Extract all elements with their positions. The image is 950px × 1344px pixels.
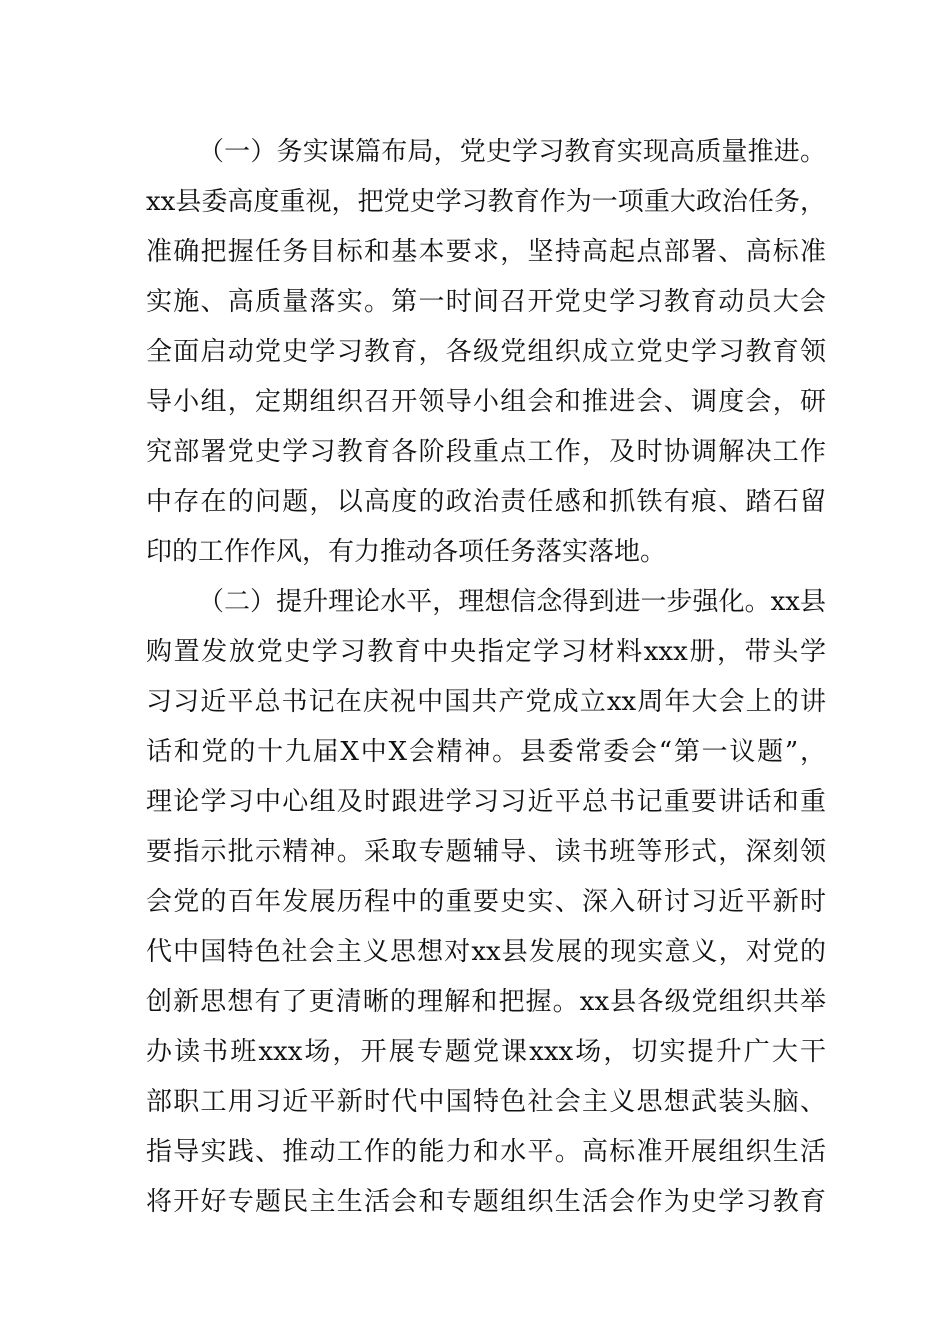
paragraph-line: 理论学习中心组及时跟进学习习近平总书记重要讲话和重: [146, 787, 826, 817]
paragraph-line: 准确把握任务目标和基本要求，坚持高起点部署、高标准: [146, 237, 826, 267]
paragraph-line: 究部署党史学习教育各阶段重点工作，及时协调解决工作: [146, 437, 826, 467]
paragraph-line: 习习近平总书记在庆祝中国共产党成立xx周年大会上的讲: [146, 687, 826, 717]
paragraph-line: 导小组，定期组织召开领导小组会和推进会、调度会，研: [146, 387, 826, 417]
paragraph-line: （一）务实谋篇布局，党史学习教育实现高质量推进。: [198, 137, 826, 167]
paragraph-line: （二）提升理论水平，理想信念得到进一步强化。xx县: [198, 587, 826, 617]
paragraph-line: 购置发放党史学习教育中央指定学习材料xxx册，带头学: [146, 637, 826, 667]
paragraph-line: 要指示批示精神。采取专题辅导、读书班等形式，深刻领: [146, 837, 826, 867]
paragraph-line: 创新思想有了更清晰的理解和把握。xx县各级党组织共举: [146, 987, 826, 1017]
paragraph-line: 指导实践、推动工作的能力和水平。高标准开展组织生活: [146, 1137, 826, 1167]
paragraph-line: 办读书班xxx场，开展专题党课xxx场，切实提升广大干: [146, 1037, 826, 1067]
paragraph-line: 全面启动党史学习教育，各级党组织成立党史学习教育领: [146, 337, 826, 367]
paragraph-line: 印的工作作风，有力推动各项任务落实落地。: [146, 537, 667, 567]
paragraph-line: 部职工用习近平新时代中国特色社会主义思想武装头脑、: [146, 1087, 826, 1117]
paragraph-line: 代中国特色社会主义思想对xx县发展的现实意义，对党的: [146, 937, 826, 967]
paragraph-line: 话和党的十九届X中X会精神。县委常委会“第一议题”，: [146, 737, 826, 767]
paragraph-line: 将开好专题民主生活会和专题组织生活会作为史学习教育: [146, 1187, 826, 1217]
paragraph-line: 实施、高质量落实。第一时间召开党史学习教育动员大会: [146, 287, 826, 317]
paragraph-line: 会党的百年发展历程中的重要史实、深入研讨习近平新时: [146, 887, 826, 917]
paragraph-line: 中存在的问题，以高度的政治责任感和抓铁有痕、踏石留: [146, 487, 826, 517]
paragraph-line: xx县委高度重视，把党史学习教育作为一项重大政治任务，: [146, 187, 826, 217]
